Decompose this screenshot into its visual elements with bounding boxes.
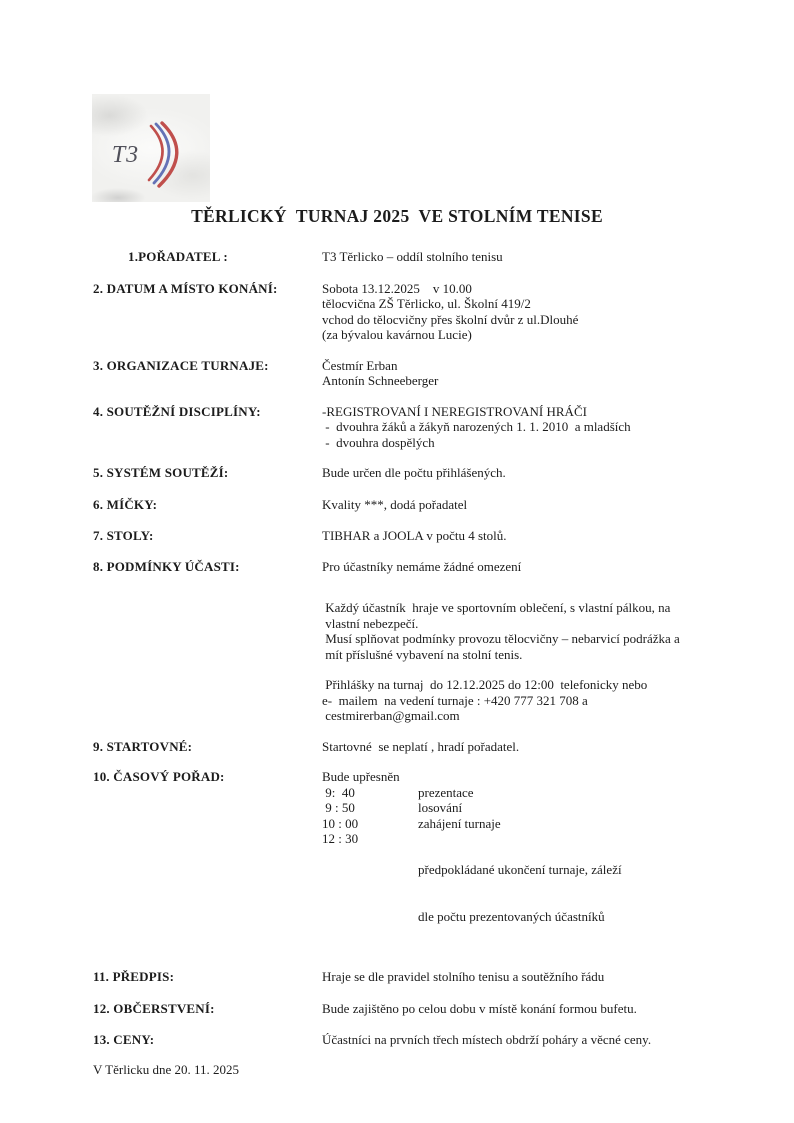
section-label: 13. CENY: (93, 1032, 155, 1047)
section-ceny (93, 1032, 754, 1048)
schedule-time: 9: 40 (322, 784, 355, 800)
section-stoly (93, 528, 754, 544)
schedule-row (322, 816, 754, 832)
date-place-line: V Těrlicku dne 20. 11. 2025 (93, 1061, 239, 1077)
section-label: 3. ORGANIZACE TURNAJE: (93, 357, 269, 373)
schedule-desc: zahájení turnaje (418, 815, 501, 831)
section-label: 4. SOUTĚŽNÍ DISCIPLÍNY: (93, 403, 261, 419)
section-label: 2. DATUM A MÍSTO KONÁNÍ: (93, 280, 278, 296)
section-label: 9. STARTOVNÉ: (93, 738, 193, 754)
section-value-line: Hraje se dle pravidel stolního tenisu a soutěžního řádu (322, 969, 605, 984)
section-podminky (93, 559, 754, 575)
section-predpis (93, 969, 754, 985)
schedule-time: 12 : 30 (322, 831, 359, 846)
section-casovy-porad (93, 769, 754, 955)
section-value-line: Antonín Schneeberger (322, 373, 439, 388)
section-value-line: Kvality ***, dodá pořadatel (322, 496, 468, 512)
section-label: 7. STOLY: (93, 528, 154, 543)
section-value-line: tělocvična ZŠ Těrlicko, ul. Školní 419/2 (322, 296, 531, 311)
section-label: 1.POŘADATEL : (128, 249, 228, 264)
paragraph-line: mít příslušné vybavení na stolní tenis. (322, 646, 523, 662)
schedule-time: 9 : 50 (322, 800, 355, 815)
schedule-desc: prezentace (418, 784, 474, 800)
document-body (0, 228, 794, 1077)
section-value-line: - dvouhra žáků a žákyň narozených 1. 1. 2010 a mladších (322, 419, 631, 434)
section-obcerstveni (93, 1001, 754, 1017)
section-value-line: T3 Těrlicko – oddíl stolního tenisu (322, 249, 503, 264)
section-system (93, 465, 754, 481)
t3-club-logo (92, 94, 210, 202)
section-organizace (93, 358, 754, 389)
section-value-line: Bude zajištěno po celou dobu v místě konání formou bufetu. (322, 1000, 637, 1016)
paragraph-line: Musí splňovat podmínky provozu tělocvičny – nebarvicí podrážka a (322, 631, 680, 646)
logo-t3-text: T3 (111, 142, 140, 168)
section-label: 5. SYSTÉM SOUTĚŽÍ: (93, 465, 229, 480)
paragraph-line: Přihlášky na turnaj do 12.12.2025 do 12:00 telefonicky nebo (322, 677, 648, 692)
schedule-row (322, 831, 754, 955)
conditions-paragraph (322, 600, 754, 662)
logo-arcs-icon (142, 120, 190, 190)
section-value-line: vchod do tělocvičny přes školní dvůr z ul.Dlouhé (322, 311, 579, 327)
section-value-line: Účastníci na prvních třech místech obdrží poháry a věcné ceny. (322, 1032, 652, 1047)
section-micky (93, 497, 754, 513)
section-value-line: Čestmír Erban (322, 357, 398, 373)
schedule-row (322, 785, 754, 801)
paragraph-line: Každý účastník hraje ve sportovním oblečení, s vlastní pálkou, na (322, 600, 671, 615)
section-value-line: Bude určen dle počtu přihlášených. (322, 465, 506, 480)
schedule-row (322, 800, 754, 816)
section-discipliny (93, 404, 754, 451)
section-value-line: (za bývalou kavárnou Lucie) (322, 327, 472, 342)
section-label: 11. PŘEDPIS: (93, 969, 175, 984)
schedule-time: 10 : 00 (322, 815, 359, 831)
section-label: 8. PODMÍNKY ÚČASTI: (93, 558, 240, 574)
email-address: cestmirerban@gmail.com (322, 708, 460, 723)
document-title: TĚRLICKÝ TURNAJ 2025 VE STOLNÍM TENISE (191, 206, 603, 226)
paragraph-line: e- mailem na vedení turnaje : +420 777 321 708 a (322, 692, 588, 708)
section-label: 6. MÍČKY: (93, 496, 158, 512)
section-value-line: Bude upřesněn (322, 769, 400, 784)
paragraph-line: vlastní nebezpečí. (322, 615, 419, 631)
section-poradatel (93, 249, 754, 265)
section-label: 10. ČASOVÝ POŘAD: (93, 769, 225, 784)
section-value-line: Sobota 13.12.2025 v 10.00 (322, 280, 472, 296)
section-value-line: -REGISTROVANÍ I NEREGISTROVANÍ HRÁČI (322, 403, 587, 419)
section-startovne (93, 739, 754, 755)
section-label: 12. OBČERSTVENÍ: (93, 1000, 215, 1016)
section-value-line: TIBHAR a JOOLA v počtu 4 stolů. (322, 528, 507, 543)
section-datum-misto (93, 281, 754, 343)
registration-paragraph (322, 677, 754, 724)
schedule-desc: předpokládané ukončení turnaje, záleží dle počtu prezentovaných účastníků (418, 862, 622, 924)
section-value-line: Startovné se neplatí , hradí pořadatel. (322, 738, 520, 754)
schedule-desc: losování (418, 800, 463, 815)
section-value-line: - dvouhra dospělých (322, 434, 435, 450)
section-value-line: Pro účastníky nemáme žádné omezení (322, 558, 522, 574)
